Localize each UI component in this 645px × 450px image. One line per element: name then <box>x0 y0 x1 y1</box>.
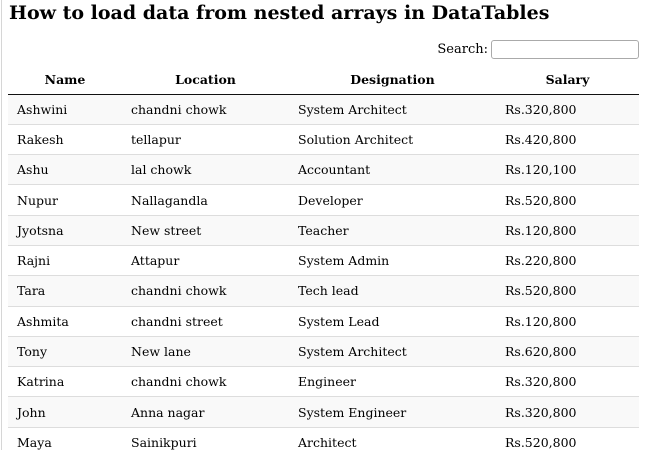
table-row <box>8 397 639 427</box>
cell-designation: Developer <box>289 185 496 215</box>
cell-designation: Tech lead <box>289 276 496 306</box>
data-table <box>8 66 639 450</box>
table-row <box>8 306 639 336</box>
page-title: How to load data from nested arrays in DataTables <box>9 2 550 24</box>
table-row <box>8 276 639 306</box>
cell-name: Ashu <box>8 155 122 185</box>
table-row <box>8 245 639 275</box>
cell-designation: System Architect <box>298 101 407 117</box>
cell-salary: Rs.420,800 <box>496 124 639 154</box>
cell-salary: Rs.320,800 <box>505 101 577 117</box>
cell-salary: Rs.120,100 <box>496 155 639 185</box>
cell-designation: Teacher <box>289 215 496 245</box>
cell-name: Tony <box>8 336 122 366</box>
table-row <box>8 124 639 154</box>
cell-salary: Rs.520,800 <box>496 276 639 306</box>
cell-designation: Architect <box>289 427 496 450</box>
cell-location: chandni street <box>122 306 289 336</box>
cell-designation: System Admin <box>289 245 496 275</box>
cell-salary: Rs.220,800 <box>496 245 639 275</box>
cell-salary: Rs.620,800 <box>496 336 639 366</box>
cell-salary: Rs.120,800 <box>496 215 639 245</box>
column-header-designation[interactable]: Designation <box>289 66 496 94</box>
cell-name: Ashwini <box>17 101 68 117</box>
cell-name: Ashmita <box>8 306 122 336</box>
table-row <box>8 94 639 124</box>
table-row <box>8 185 639 215</box>
column-header-salary[interactable]: Salary <box>496 66 639 94</box>
cell-location: New lane <box>122 336 289 366</box>
cell-name: Jyotsna <box>8 215 122 245</box>
cell-designation: System Architect <box>289 336 496 366</box>
cell-location: Attapur <box>122 245 289 275</box>
table-header-row <box>8 66 639 94</box>
table-row <box>8 215 639 245</box>
cell-salary: Rs.320,800 <box>496 397 639 427</box>
cell-name: Rajni <box>8 245 122 275</box>
cell-designation: Solution Architect <box>289 124 496 154</box>
table-row <box>8 427 639 450</box>
cell-name: Nupur <box>8 185 122 215</box>
cell-designation: Accountant <box>289 155 496 185</box>
table-row <box>8 155 639 185</box>
cell-location: Sainikpuri <box>122 427 289 450</box>
search-input[interactable] <box>491 40 639 59</box>
cell-salary: Rs.320,800 <box>496 367 639 397</box>
cell-name: Katrina <box>8 367 122 397</box>
table-body <box>8 94 639 450</box>
cell-name: Maya <box>8 427 122 450</box>
cell-name: Tara <box>8 276 122 306</box>
cell-salary: Rs.120,800 <box>496 306 639 336</box>
search-container <box>437 40 639 59</box>
cell-salary: Rs.520,800 <box>496 427 639 450</box>
cell-name: John <box>8 397 122 427</box>
column-header-name[interactable]: Name <box>8 66 122 94</box>
column-header-location[interactable]: Location <box>122 66 289 94</box>
cell-location: New street <box>122 215 289 245</box>
cell-name: Rakesh <box>8 124 122 154</box>
table-row <box>8 367 639 397</box>
table-row <box>8 336 639 366</box>
search-label: Search: <box>437 42 488 57</box>
cell-location: tellapur <box>122 124 289 154</box>
cell-designation: Engineer <box>289 367 496 397</box>
cell-designation: System Lead <box>289 306 496 336</box>
cell-location: lal chowk <box>122 155 289 185</box>
cell-location: chandni chowk <box>122 367 289 397</box>
cell-location: Anna nagar <box>122 397 289 427</box>
cell-salary: Rs.520,800 <box>496 185 639 215</box>
cell-location: chandni chowk <box>131 101 227 117</box>
cell-location: Nallagandla <box>122 185 289 215</box>
left-border-line <box>1 0 2 450</box>
cell-location: chandni chowk <box>122 276 289 306</box>
cell-designation: System Engineer <box>289 397 496 427</box>
